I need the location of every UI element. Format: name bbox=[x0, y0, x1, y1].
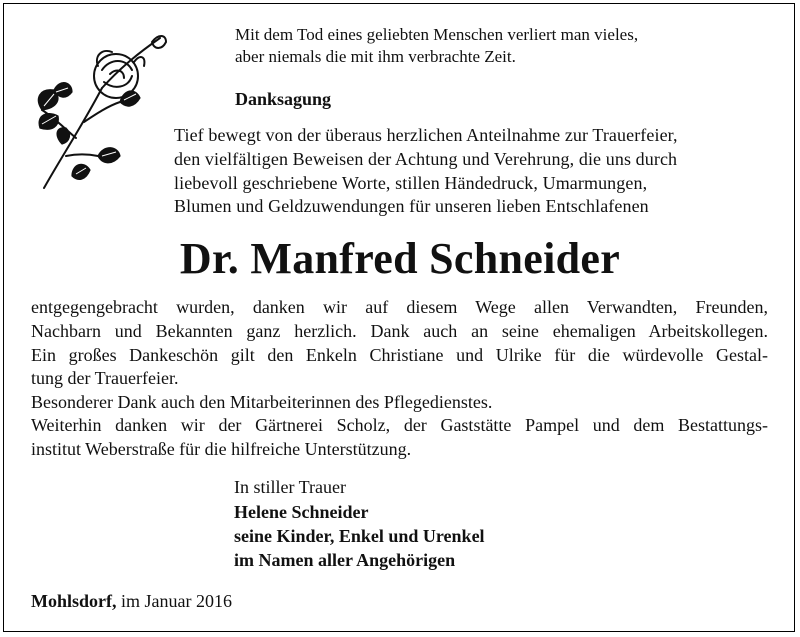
signatory-line: im Namen aller Angehörigen bbox=[234, 550, 456, 570]
intro-line: Tief bewegt von der überaus herzlichen Anteilnahme zur Trauerfeier, bbox=[174, 125, 678, 145]
body-line: Nachbarn und Bekannten ganz herzlich. Dank auch an seine ehemaligen Arbeitskollegen. bbox=[31, 321, 768, 341]
intro-line: Blumen und Geldzuwendungen für unseren lieben Entschlafenen bbox=[174, 196, 649, 216]
body-line: institut Weberstraße für die hilfreiche Unterstützung. bbox=[31, 439, 412, 459]
body-line: Besonderer Dank auch den Mitarbeiterinnen des Pflegedienstes. bbox=[31, 392, 493, 412]
body-line: tung der Trauerfeier. bbox=[31, 368, 179, 388]
date: im Januar 2016 bbox=[121, 591, 232, 611]
body-line: Ein großes Dankeschön gilt den Enkeln Christiane und Ulrike für die würdevolle Gestal- bbox=[31, 345, 768, 365]
signatory-line: seine Kinder, Enkel und Urenkel bbox=[234, 526, 485, 546]
rose-icon bbox=[32, 26, 174, 196]
signatory-line: Helene Schneider bbox=[234, 502, 369, 522]
quote-line-2: aber niemals die mit ihm verbrachte Zeit. bbox=[235, 47, 516, 66]
intro-line: liebevoll geschriebene Worte, stillen Händedruck, Umarmungen, bbox=[174, 173, 648, 193]
deceased-name: Dr. Manfred Schneider bbox=[179, 234, 621, 283]
body-line: entgegengebracht wurden, danken wir auf diesem Wege allen Verwandten, Freunden, bbox=[31, 297, 768, 317]
place-date bbox=[31, 589, 232, 613]
closing-text: In stiller Trauer bbox=[234, 477, 346, 497]
quote-line-1: Mit dem Tod eines geliebten Menschen verliert man vieles, bbox=[235, 25, 639, 44]
intro-line: den vielfältigen Beweisen der Achtung und Verehrung, die uns durch bbox=[174, 149, 678, 169]
place: Mohlsdorf, bbox=[31, 591, 117, 611]
heading-danksagung: Danksagung bbox=[235, 89, 332, 109]
body-line: Weiterhin danken wir der Gärtnerei Scholz, der Gaststätte Pampel und dem Bestattungs- bbox=[31, 415, 768, 435]
